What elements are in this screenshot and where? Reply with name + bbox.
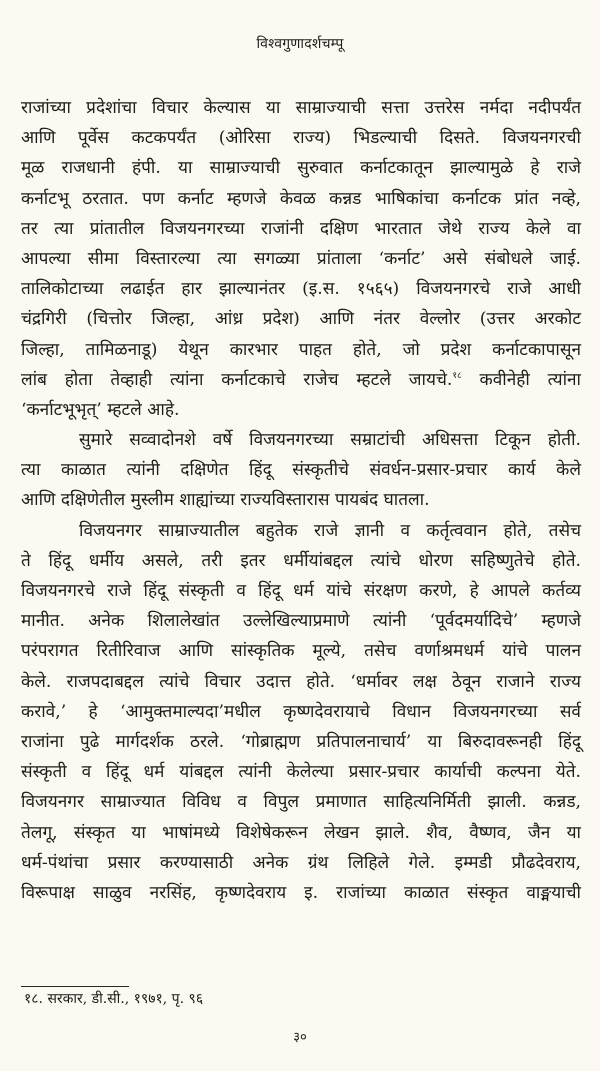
- page-number: ३०: [293, 1030, 307, 1045]
- running-header: विश्वगुणादर्शचम्पू: [256, 36, 344, 52]
- text-line: कर्नाटभू ठरतात. पण कर्नाट म्हणजे केवळ कन्नड भाषिकांचा कर्नाटक प्रांत नव्हे,: [21, 188, 581, 209]
- text-line: जिल्हा, तामिळनाडू) येथून कारभार पाहत होते, जो प्रदेश कर्नाटकापासून: [21, 339, 581, 360]
- paragraph-first-line: सुमारे सव्वादोनशे वर्षे विजयनगरच्या सम्राटांची अधिसत्ता टिकून होती.: [79, 430, 581, 451]
- paragraph-last-line: आणि दक्षिणेतील मुस्लीम शाह्यांच्या राज्यविस्तारास पायबंद घातला.: [21, 490, 430, 511]
- text-line: परंपरागत रितीरिवाज आणि सांस्कृतिक मूल्ये, तसेच वर्णाश्रमधर्म यांचे पालन: [21, 641, 581, 662]
- text-line: तालिकोटाच्या लढाईत हार झाल्यानंतर (इ.स. १५६५) विजयनगरचे राजे आधी: [21, 279, 581, 300]
- text-line: तर त्या प्रांतातील विजयनगरच्या राजांनी दक्षिण भारतात जेथे राज्य केले वा: [21, 218, 581, 239]
- footnote: १८. सरकार, डी.सी., १९७१, पृ. ९६: [24, 991, 204, 1007]
- text-line: धर्म-पंथांचा प्रसार करण्यासाठी अनेक ग्रंथ लिहिले गेले. इम्मडी प्रौढदेवराय,: [21, 852, 581, 873]
- text-line: ते हिंदू धर्मीय असले, तरी इतर धर्मीयांबद्दल त्यांचे धोरण सहिष्णुतेचे होते.: [21, 550, 581, 571]
- text-line: विजयनगर साम्राज्यात विविध व विपुल प्रमाणात साहित्यनिर्मिती झाली. कन्नड,: [21, 792, 581, 813]
- text-line-with-footnote-ref: [21, 365, 581, 395]
- text-line: त्या काळात त्यांनी दक्षिणेत हिंदू संस्कृतीचे संवर्धन-प्रसार-प्रचार कार्य केले: [21, 460, 581, 481]
- body-text: [21, 93, 581, 908]
- text-line: आपल्या सीमा विस्तारल्या त्या सगळ्या प्रांताला ‘कर्नाट’ असे संबोधले जाई.: [21, 248, 581, 269]
- paragraph-first-line: विजयनगर साम्राज्यातील बहुतेक राजे ज्ञानी व कर्तृत्ववान होते, तसेच: [79, 520, 581, 541]
- text-line: तेलगू, संस्कृत या भाषांमध्ये विशेषेकरून लेखन झाले. शैव, वैष्णव, जैन या: [21, 822, 581, 843]
- footnote-reference[interactable]: १८: [452, 370, 462, 381]
- text-line: मूळ राजधानी हंपी. या साम्राज्याची सुरुवात कर्नाटकातून झाल्यामुळे हे राजे: [21, 158, 581, 179]
- text-line: राजांच्या प्रदेशांचा विचार केल्यास या साम्राज्याची सत्ता उत्तरेस नर्मदा नदीपर्यंत: [21, 98, 581, 118]
- text-line: विरूपाक्ष साळुव नरसिंह, कृष्णदेवराय इ. राजांच्या काळात संस्कृत वाङ्मयाची: [21, 882, 581, 903]
- text-line: मानीत. अनेक शिलालेखांत उल्लेखिल्याप्रमाणे त्यांनी ‘पूर्वदमर्यादिचे’ म्हणजे: [21, 611, 581, 632]
- text-line: आणि पूर्वेस कटकपर्यंत (ओरिसा राज्य) भिडल्याची दिसते. विजयनगरची: [21, 128, 581, 149]
- footnote-divider: [21, 986, 129, 987]
- text-segment: कवीनेही त्यांना: [479, 369, 582, 390]
- text-segment: लांब होता तेव्हाही त्यांना कर्नाटकाचे राजेच म्हटले जायचे.: [21, 369, 453, 390]
- text-line: विजयनगरचे राजे हिंदू संस्कृती व हिंदू धर्म यांचे संरक्षण करणे, हे आपले कर्तव्य: [21, 581, 581, 601]
- text-line: केले. राजपदाबद्दल त्यांचे विचार उदात्त होते. ‘धर्मावर लक्ष ठेवून राजाने राज्य: [21, 671, 581, 692]
- paragraph-last-line: ‘कर्नाटभूभृत्’ म्हटले आहे.: [21, 399, 180, 420]
- text-line: चंद्रगिरी (चित्तोर जिल्हा, आंध्र प्रदेश) आणि नंतर वेल्लोर (उत्तर अरकोट: [21, 309, 581, 330]
- text-line: करावे,’ हे ‘आमुक्तमाल्यदा’मधील कृष्णदेवरायाचे विधान विजयनगरच्या सर्व: [21, 701, 581, 722]
- text-line: संस्कृती व हिंदू धर्म यांबद्दल त्यांनी केलेल्या प्रसार-प्रचार कार्याची कल्पना येते.: [21, 762, 581, 783]
- text-line: राजांना पुढे मार्गदर्शक ठरले. ‘गोब्राह्मण प्रतिपालनाचार्य’ या बिरुदावरूनही हिंदू: [21, 731, 581, 752]
